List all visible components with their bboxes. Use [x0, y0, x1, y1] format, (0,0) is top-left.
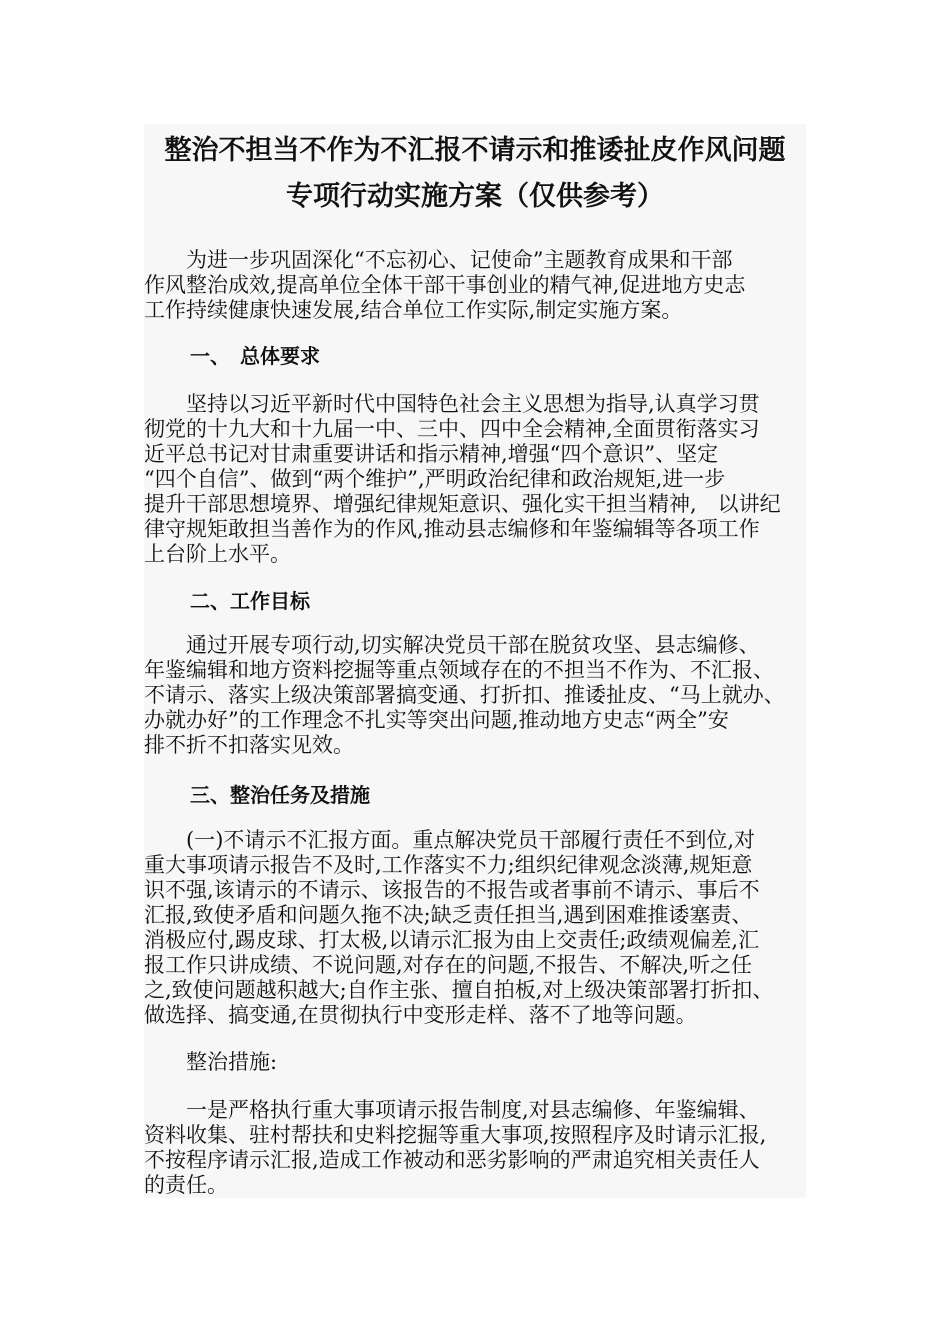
section-2-line: 年鉴编辑和地方资料挖掘等重点领域存在的不担当不作为、不汇报、	[144, 658, 774, 682]
section-1-line: 坚持以习近平新时代中国特色社会主义思想为指导,认真学习贯	[144, 392, 760, 416]
section-2-line: 通过开展专项行动,切实解决党员干部在脱贫攻坚、县志编修、	[144, 633, 760, 657]
section-3-line: 消极应付,踢皮球、打太极,以请示汇报为由上交责任;政绩观偏差,汇	[144, 928, 760, 952]
measure-1-line: 一是严格执行重大事项请示报告制度,对县志编修、年鉴编辑、	[144, 1098, 760, 1122]
section-1-paragraph	[144, 392, 806, 567]
section-3-paragraph	[144, 828, 806, 1028]
document-title-line-1: 整治不担当不作为不汇报不请示和推诿扯皮作风问题	[164, 135, 786, 166]
section-3-heading: 三、整治任务及措施	[190, 783, 370, 807]
measure-1-line: 的责任。	[144, 1173, 228, 1197]
intro-line: 为进一步巩固深化“不忘初心、记使命”主题教育成果和干部	[144, 248, 733, 272]
section-2-paragraph	[144, 633, 806, 758]
section-3-line: 做选择、搞变通,在贯彻执行中变形走样、落不了地等问题。	[144, 1003, 697, 1027]
section-2-heading: 二、工作目标	[190, 589, 310, 613]
section-1-line: 近平总书记对甘肃重要讲话和指示精神,增强“四个意识”、坚定	[144, 442, 719, 466]
section-1-line: 律守规矩敢担当善作为的作风,推动县志编修和年鉴编辑等各项工作	[144, 517, 760, 541]
intro-line: 工作持续健康快速发展,结合单位工作实际,制定实施方案。	[144, 298, 683, 322]
intro-paragraph	[144, 248, 806, 323]
section-3-line: 汇报,致使矛盾和问题久拖不决;缺乏责任担当,遇到困难推诿塞责、	[144, 903, 753, 927]
measure-1-paragraph	[144, 1098, 806, 1198]
measure-1-line: 不按程序请示汇报,造成工作被动和恶劣影响的严肃追究相关责任人	[144, 1148, 760, 1172]
section-1-line: 提升干部思想境界、增强纪律规矩意识、强化实干担当精神, 以讲纪	[144, 492, 781, 516]
section-1-line: “四个自信”、做到“两个维护”,严明政治纪律和政治规矩,进一步	[144, 467, 726, 491]
section-2-line: 办就办好”的工作理念不扎实等突出问题,推动地方史志“两全”安	[144, 708, 729, 732]
section-3-line: 识不强,该请示的不请示、该报告的不报告或者事前不请示、事后不	[144, 878, 760, 902]
section-3-line: 之,致使问题越积越大;自作主张、擅自拍板,对上级决策部署打折扣、	[144, 978, 774, 1002]
section-2-line: 不请示、落实上级决策部署搞变通、打折扣、推诿扯皮、“马上就办、	[144, 683, 785, 707]
document-title-line-2: 专项行动实施方案（仅供参考）	[286, 181, 664, 212]
measures-label	[144, 1050, 806, 1075]
section-3-line: 报工作只讲成绩、不说问题,对存在的问题,不报告、不解决,听之任	[144, 953, 753, 977]
section-3-line: (一)不请示不汇报方面。重点解决党员干部履行责任不到位,对	[144, 828, 756, 852]
section-1-line: 彻党的十九大和十九届一中、三中、四中全会精神,全面贯衔落实习	[144, 417, 760, 441]
section-2-line: 排不折不扣落实见效。	[144, 733, 354, 757]
section-1-heading: 一、 总体要求	[190, 344, 320, 368]
section-3-line: 重大事项请示报告不及时,工作落实不力;组织纪律观念淡薄,规矩意	[144, 853, 753, 877]
measures-label-text: 整治措施:	[144, 1050, 278, 1074]
measure-1-line: 资料收集、驻村帮扶和史料挖掘等重大事项,按照程序及时请示汇报,	[144, 1123, 767, 1147]
section-1-line: 上台阶上水平。	[144, 542, 291, 566]
intro-line: 作风整治成效,提高单位全体干部干事创业的精气神,促进地方史志	[144, 273, 746, 297]
